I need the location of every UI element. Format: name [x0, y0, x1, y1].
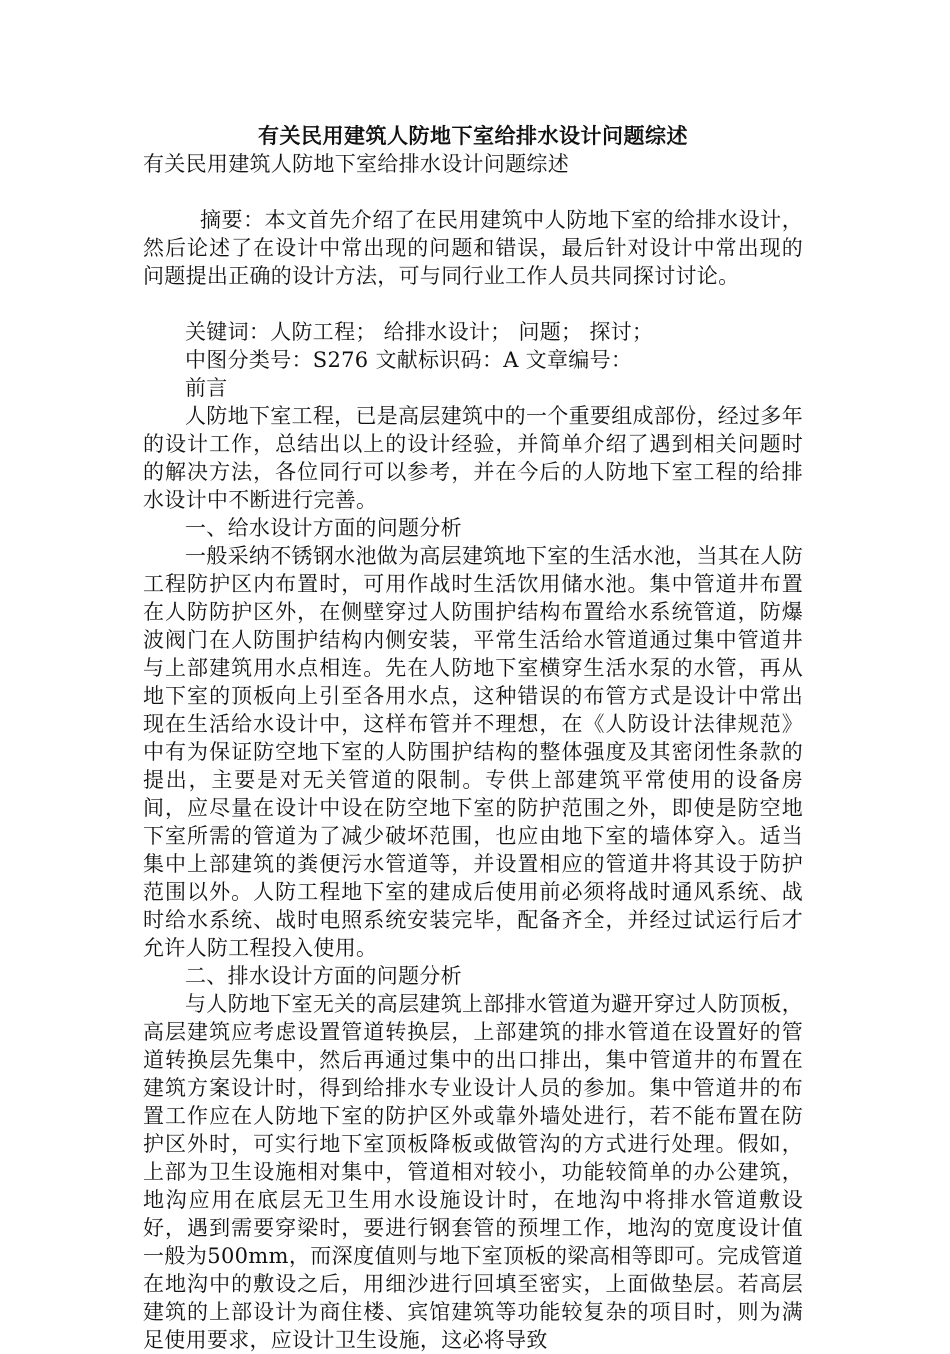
- section1-heading: 一、给水设计方面的问题分析: [185, 516, 462, 540]
- metadata-block: [143, 318, 803, 402]
- section2-heading: 二、排水设计方面的问题分析: [185, 964, 462, 988]
- abstract-paragraph: 摘要：本文首先介绍了在民用建筑中人防地下室的给排水设计，然后论述了在设计中常出现的问题和错误，最后针对设计中常出现的问题提出正确的设计方法，可与同行业工作人员共同探讨讨论。: [143, 208, 803, 288]
- document-subtitle: 有关民用建筑人防地下室给排水设计问题综述: [143, 152, 569, 176]
- classification-line: 中图分类号：S276 文献标识码：A 文章编号：: [185, 348, 633, 372]
- document-page: [143, 122, 803, 1354]
- preface-paragraph: 人防地下室工程，已是高层建筑中的一个重要组成部份，经过多年的设计工作，总结出以上的设计经验，并简单介绍了遇到相关问题时的解决方法，各位同行可以参考，并在今后的人防地下室工程的给排水设计中不断进行完善。: [143, 404, 803, 512]
- document-title: 有关民用建筑人防地下室给排水设计问题综述: [258, 124, 688, 148]
- section1-paragraph: 一般采纳不锈钢水池做为高层建筑地下室的生活水池，当其在人防工程防护区内布置时，可用作战时生活饮用储水池。集中管道井布置在人防防护区外，在侧壁穿过人防围护结构布置给水系统管道，防爆波阀门在人防围护结构内侧安装，平常生活给水管道通过集中管道井与上部建筑用水点相连。先在人防地下室横穿生活水泵的水管，再从地下室的顶板向上引至各用水点，这种错误的布管方式是设计中常出现在生活给水设计中，这样布管并不理想，在《人防设计法律规范》中有为保证防空地下室的人防围护结构的整体强度及其密闭性条款的提出，主要是对无关管道的限制。专供上部建筑平常使用的设备房间，应尽量在设计中设在防空地下室的防护范围之外，即使是防空地下室所需的管道为了减少破坏范围，也应由地下室的墙体穿入。适当集中上部建筑的粪便污水管道等，并设置相应的管道井将其设于防护范围以外。人防工程地下室的建成后使用前必须将战时通风系统、战时给水系统、战时电照系统安装完毕，配备齐全，并经过试运行后才允许人防工程投入使用。: [143, 544, 803, 960]
- preface-heading: 前言: [185, 376, 228, 400]
- section2-paragraph: 与人防地下室无关的高层建筑上部排水管道为避开穿过人防顶板，高层建筑应考虑设置管道转换层，上部建筑的排水管道在设置好的管道转换层先集中，然后再通过集中的出口排出，集中管道井的布置在建筑方案设计时，得到给排水专业设计人员的参加。集中管道井的布置工作应在人防地下室的防护区外或靠外墙处进行，若不能布置在防护区外时，可实行地下室顶板降板或做管沟的方式进行处理。假如，上部为卫生设施相对集中，管道相对较小，功能较简单的办公建筑，地沟应用在底层无卫生用水设施设计时，在地沟中将排水管道敷设好，遇到需要穿梁时，要进行钢套管的预埋工作，地沟的宽度设计值一般为500mm，而深度值则与地下室顶板的梁高相等即可。完成管道在地沟中的敷设之后，用细沙进行回填至密实，上面做垫层。若高层建筑的上部设计为商住楼、宾馆建筑等功能较复杂的项目时，则为满足使用要求，应设计卫生设施，这必将导致: [143, 992, 803, 1352]
- keywords-line: 关键词：人防工程； 给排水设计； 问题； 探讨；: [185, 320, 654, 344]
